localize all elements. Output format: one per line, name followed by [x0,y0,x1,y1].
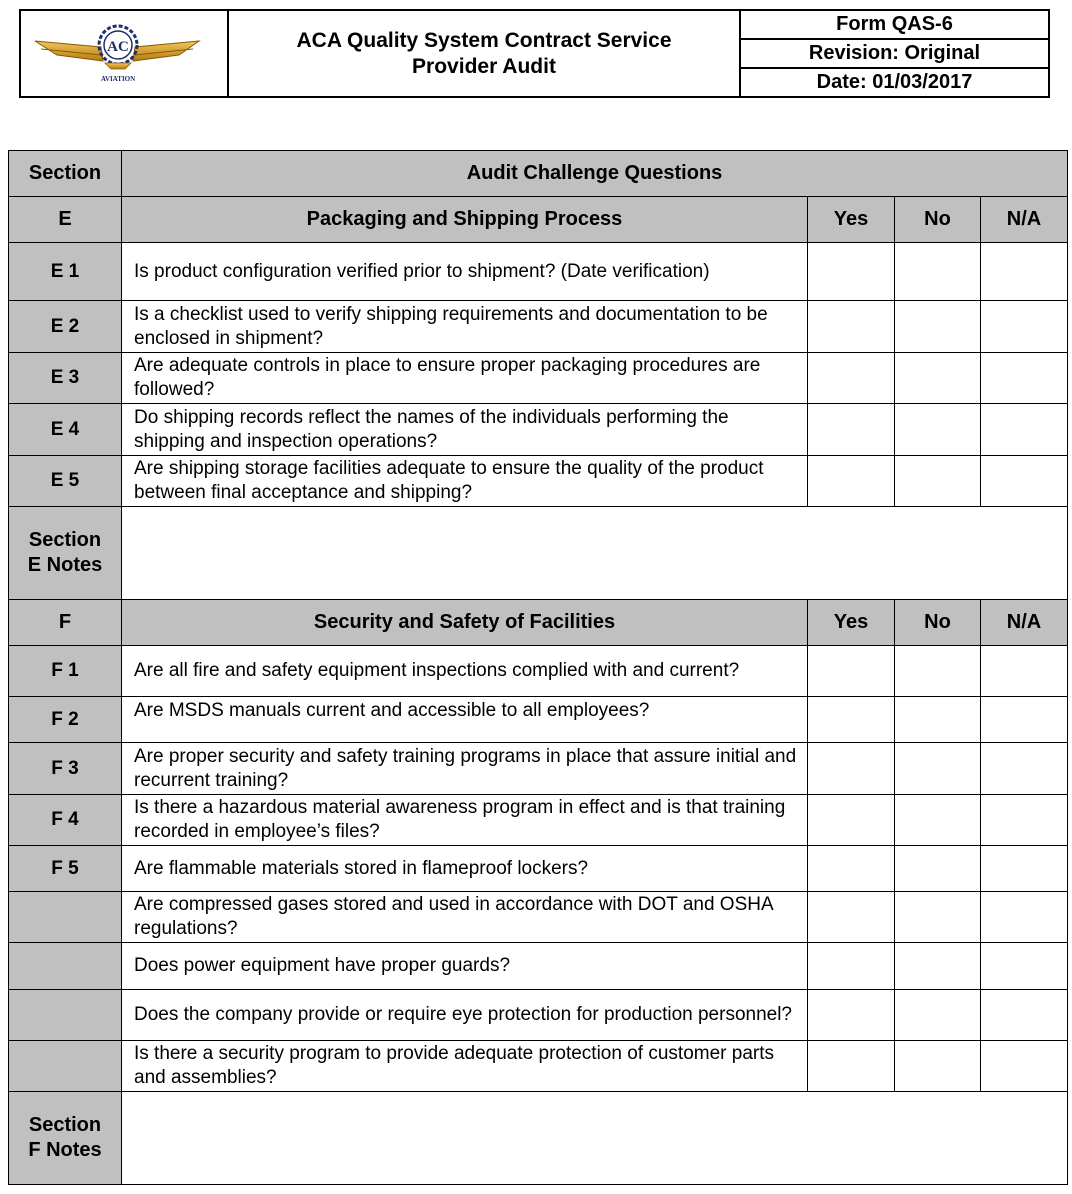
logo-caption: AVIATION [100,75,136,83]
table-row [9,456,1068,507]
no-cell[interactable] [895,1041,981,1092]
na-cell[interactable] [981,456,1068,507]
table-row [9,892,1068,943]
yes-cell[interactable] [808,892,895,943]
form-meta [741,11,1048,96]
table-row [9,943,1068,990]
table-row [9,243,1068,301]
yes-cell[interactable] [808,404,895,456]
wings-logo-icon [21,11,223,96]
table-row [9,353,1068,404]
yes-cell[interactable] [808,646,895,697]
question-text: Is there a hazardous material awareness program in effect and is that training recorded in employee’s files? [122,795,808,846]
yes-cell[interactable] [808,697,895,743]
question-id: E 2 [9,301,122,353]
section-e-title: Packaging and Shipping Process [122,197,808,243]
question-id: F 3 [9,743,122,795]
no-cell[interactable] [895,456,981,507]
section-f-id: F [9,600,122,646]
yes-header: Yes [808,600,895,646]
na-cell[interactable] [981,990,1068,1041]
question-text: Are compressed gases stored and used in accordance with DOT and OSHA regulations? [122,892,808,943]
no-cell[interactable] [895,697,981,743]
table-row [9,1041,1068,1092]
question-id: F 1 [9,646,122,697]
na-header: N/A [981,197,1068,243]
no-cell[interactable] [895,943,981,990]
question-text: Are MSDS manuals current and accessible to all employees? [122,697,808,743]
table-row [9,404,1068,456]
no-cell[interactable] [895,353,981,404]
question-id [9,892,122,943]
question-id: E 3 [9,353,122,404]
table-row [9,846,1068,892]
na-cell[interactable] [981,301,1068,353]
yes-cell[interactable] [808,990,895,1041]
na-header: N/A [981,600,1068,646]
no-cell[interactable] [895,743,981,795]
section-e-notes-row [9,507,1068,600]
section-e-notes-field[interactable] [122,507,1068,600]
no-cell[interactable] [895,846,981,892]
aca-aviation-logo [21,11,229,96]
no-cell[interactable] [895,795,981,846]
na-cell[interactable] [981,846,1068,892]
audit-table [8,150,1068,1185]
col-header-questions: Audit Challenge Questions [122,151,1068,197]
section-f-notes-field[interactable] [122,1092,1068,1185]
na-cell[interactable] [981,1041,1068,1092]
na-cell[interactable] [981,943,1068,990]
no-cell[interactable] [895,301,981,353]
question-id [9,1041,122,1092]
question-id: F 2 [9,697,122,743]
na-cell[interactable] [981,353,1068,404]
yes-header: Yes [808,197,895,243]
yes-cell[interactable] [808,301,895,353]
yes-cell[interactable] [808,1041,895,1092]
question-text: Are shipping storage facilities adequate to ensure the quality of the product between final acceptance and shipping? [122,456,808,507]
form-title: ACA Quality System Contract Service Provider Audit [229,11,741,96]
na-cell[interactable] [981,404,1068,456]
question-text: Are all fire and safety equipment inspections complied with and current? [122,646,808,697]
na-cell[interactable] [981,892,1068,943]
question-id: F 4 [9,795,122,846]
yes-cell[interactable] [808,243,895,301]
no-header: No [895,600,981,646]
form-header [19,9,1050,98]
section-f-notes-row [9,1092,1068,1185]
question-id: E 5 [9,456,122,507]
question-id: F 5 [9,846,122,892]
form-date: Date: 01/03/2017 [741,67,1048,96]
question-text: Do shipping records reflect the names of the individuals performing the shipping and inspection operations? [122,404,808,456]
no-header: No [895,197,981,243]
form-number: Form QAS-6 [836,13,953,35]
question-text: Does the company provide or require eye protection for production personnel? [122,990,808,1041]
yes-cell[interactable] [808,353,895,404]
table-row [9,743,1068,795]
question-id [9,943,122,990]
yes-cell[interactable] [808,795,895,846]
na-cell[interactable] [981,697,1068,743]
question-text: Is product configuration verified prior to shipment? (Date verification) [122,243,808,301]
table-header-row [9,151,1068,197]
question-text: Does power equipment have proper guards? [122,943,808,990]
question-text: Are flammable materials stored in flameproof lockers? [122,846,808,892]
question-id: E 4 [9,404,122,456]
table-row [9,795,1068,846]
section-e-header [9,197,1068,243]
section-f-notes-label: Section F Notes [9,1092,122,1185]
question-id: E 1 [9,243,122,301]
section-e-notes-label: Section E Notes [9,507,122,600]
no-cell[interactable] [895,892,981,943]
na-cell[interactable] [981,743,1068,795]
question-text: Are proper security and safety training programs in place that assure initial and recurrent training? [122,743,808,795]
na-cell[interactable] [981,243,1068,301]
no-cell[interactable] [895,243,981,301]
question-text: Is a checklist used to verify shipping requirements and documentation to be enclosed in shipment? [122,301,808,353]
section-e-id: E [9,197,122,243]
na-cell[interactable] [981,795,1068,846]
table-row [9,301,1068,353]
no-cell[interactable] [895,404,981,456]
yes-cell[interactable] [808,943,895,990]
section-f-title: Security and Safety of Facilities [122,600,808,646]
yes-cell[interactable] [808,456,895,507]
col-header-section: Section [9,151,122,197]
table-row [9,646,1068,697]
section-f-header [9,600,1068,646]
question-id [9,990,122,1041]
logo-monogram: AC [107,39,129,55]
question-text: Is there a security program to provide adequate protection of customer parts and assemblies? [122,1041,808,1092]
na-cell[interactable] [981,646,1068,697]
yes-cell[interactable] [808,846,895,892]
no-cell[interactable] [895,990,981,1041]
question-text: Are adequate controls in place to ensure proper packaging procedures are followed? [122,353,808,404]
table-row [9,697,1068,743]
form-revision: Revision: Original [741,38,1048,67]
table-row [9,990,1068,1041]
no-cell[interactable] [895,646,981,697]
yes-cell[interactable] [808,743,895,795]
